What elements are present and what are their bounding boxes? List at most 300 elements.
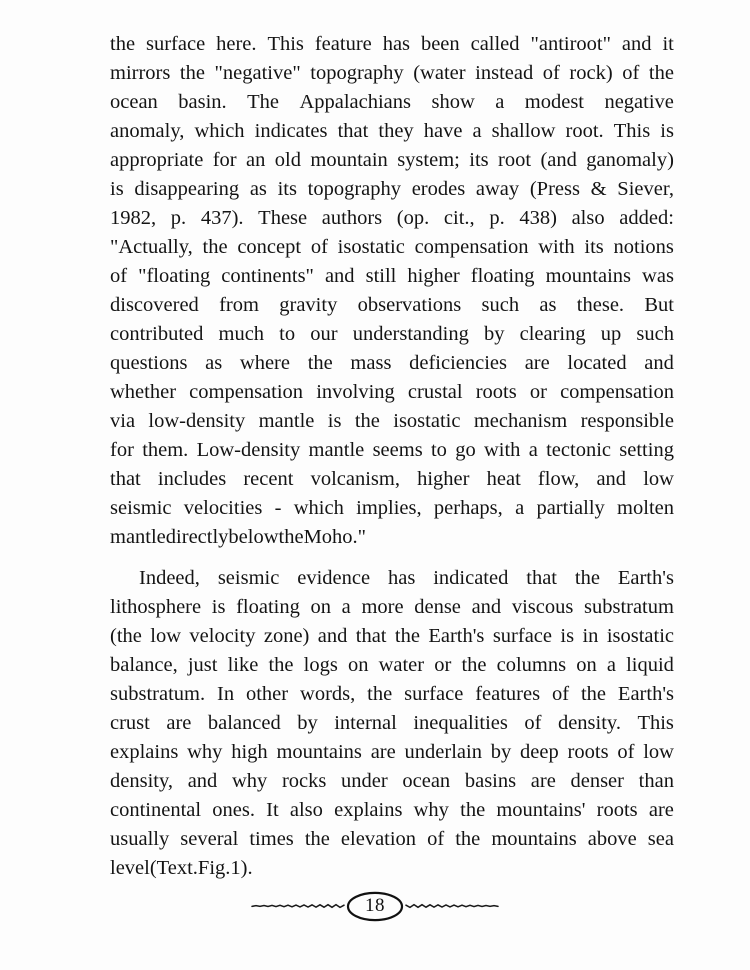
word: higher (407, 265, 460, 287)
word: "antiroot" (530, 33, 611, 55)
word: was (642, 265, 674, 287)
word: involving (316, 381, 395, 403)
word: and (596, 468, 627, 490)
text-line (110, 88, 674, 117)
word: mantle (110, 526, 166, 548)
word: seems (372, 439, 423, 461)
word: on (576, 654, 597, 676)
word: mountains (491, 828, 577, 850)
word: density. (557, 712, 621, 734)
text-line (110, 680, 674, 709)
word: Moho." (303, 526, 367, 548)
word: indicates (254, 120, 328, 142)
word: system; (397, 149, 460, 171)
word: by (483, 323, 505, 345)
word: that (337, 120, 369, 142)
word: anomaly, (110, 120, 185, 142)
word: (water (413, 62, 466, 84)
word: directly (165, 526, 229, 548)
word: of (617, 741, 635, 763)
text-line (110, 146, 674, 175)
word: roots (475, 381, 517, 403)
flourish-left-icon (250, 901, 345, 911)
word: a (341, 596, 351, 618)
word: responsible (580, 410, 674, 432)
word: isostatic (606, 625, 674, 647)
word: low (643, 741, 674, 763)
word: ones. (212, 799, 255, 821)
word: continental (110, 799, 202, 821)
word: have (423, 120, 463, 142)
word: that (110, 468, 141, 490)
text-line (110, 233, 674, 262)
word: mass (350, 352, 392, 374)
word: and (621, 33, 652, 55)
word: root (498, 149, 532, 171)
text-line (110, 320, 674, 349)
word: isostatic (337, 236, 405, 258)
word: surface (492, 625, 552, 647)
page-footer (0, 886, 750, 926)
word: elevation (340, 828, 417, 850)
word: (op. (396, 207, 430, 229)
word: and (471, 596, 502, 618)
word: and (187, 770, 218, 792)
word: mountains (276, 741, 362, 763)
word: are (524, 352, 550, 374)
word: words, (300, 683, 356, 705)
word: under (341, 770, 388, 792)
word: like (227, 654, 259, 676)
word: mountains (545, 265, 632, 287)
word: roots (567, 741, 609, 763)
word: sea (647, 828, 674, 850)
word: such (636, 323, 674, 345)
text-line (110, 796, 674, 825)
text-line (110, 349, 674, 378)
word: has (382, 33, 411, 55)
word: compensation (560, 381, 674, 403)
word: surface (145, 33, 206, 55)
word: of (622, 62, 640, 84)
text-line (110, 436, 674, 465)
word: "Actually, (110, 236, 193, 258)
word: These (258, 207, 308, 229)
word: or (434, 654, 452, 676)
word: more (361, 596, 404, 618)
word: the (304, 828, 330, 850)
text-line (110, 494, 674, 523)
word: its (584, 236, 604, 258)
paragraph (110, 564, 674, 883)
word: mountains' (496, 799, 586, 821)
word: questions (110, 352, 188, 374)
word: Appalachians (299, 91, 412, 113)
word: balanced (207, 712, 281, 734)
word: volcanism, (310, 468, 400, 490)
word: explains (110, 741, 179, 763)
word: here. (216, 33, 257, 55)
page-number-badge (346, 891, 404, 922)
word: perhaps, (433, 497, 503, 519)
word: or (529, 381, 547, 403)
word: that (526, 567, 557, 589)
word: the (648, 62, 674, 84)
word: the (354, 410, 380, 432)
word: ganomaly) (586, 149, 674, 171)
word: discovered (110, 294, 199, 316)
word: just (187, 654, 218, 676)
word: 1). (230, 857, 253, 879)
paragraph (110, 30, 674, 552)
word: of (110, 265, 128, 287)
word: "floating (138, 265, 211, 287)
word: observations (357, 294, 462, 316)
word: the (268, 654, 294, 676)
word: It (266, 799, 279, 821)
word: are (370, 741, 396, 763)
word: basin. (178, 91, 227, 113)
word: which (293, 497, 344, 519)
word: a (495, 91, 505, 113)
word: Indeed, (139, 567, 200, 589)
word: Earth's (428, 625, 485, 647)
word: by (490, 741, 512, 763)
word: the (460, 799, 486, 821)
word: logs (303, 654, 338, 676)
word: recent (243, 468, 294, 490)
word: is (110, 178, 124, 200)
word: usually (110, 828, 170, 850)
word: p. (170, 207, 187, 229)
word: dense (414, 596, 461, 618)
word: - (274, 497, 282, 519)
text-line (110, 262, 674, 291)
word: is (660, 120, 674, 142)
word: and (644, 352, 674, 374)
word: But (644, 294, 674, 316)
word: in (582, 625, 599, 647)
word: includes (157, 468, 227, 490)
word: (the (110, 625, 142, 647)
word: the (394, 625, 420, 647)
word: rocks (281, 770, 327, 792)
text-line (110, 523, 674, 552)
word: that (355, 625, 387, 647)
word: to (279, 323, 296, 345)
word: them. (142, 439, 189, 461)
word: been (420, 33, 460, 55)
word: Siever, (617, 178, 674, 200)
word: basins (464, 770, 517, 792)
word: gravity (279, 294, 338, 316)
word: flow, (537, 468, 580, 490)
word: are (648, 799, 674, 821)
word: for (110, 439, 134, 461)
word: authors (321, 207, 383, 229)
text-line (110, 30, 674, 59)
word: located (567, 352, 627, 374)
word: low-density (148, 410, 246, 432)
word: of (427, 828, 445, 850)
word: mountain (310, 149, 388, 171)
word: as (539, 294, 557, 316)
word: crust (110, 712, 150, 734)
word: other (245, 683, 289, 705)
word: velocities (183, 497, 263, 519)
word: a (515, 497, 525, 519)
word: feature (314, 33, 372, 55)
word: why (231, 770, 268, 792)
word: a (528, 439, 538, 461)
word: higher (417, 468, 470, 490)
word: several (180, 828, 239, 850)
word: crustal (407, 381, 463, 403)
word: Low-density (196, 439, 301, 461)
word: explains (334, 799, 403, 821)
text-line (110, 117, 674, 146)
text-line (110, 622, 674, 651)
text-line (110, 378, 674, 407)
word: of (310, 236, 328, 258)
text-line (110, 175, 674, 204)
word: 437). (200, 207, 244, 229)
word: heat (486, 468, 521, 490)
word: has (387, 567, 416, 589)
text-line (110, 854, 674, 883)
word: such (481, 294, 520, 316)
word: erodes (411, 178, 466, 200)
word: whether (110, 381, 177, 403)
word: these. (576, 294, 625, 316)
word: contributed (110, 323, 204, 345)
text-line (110, 825, 674, 854)
word: rock) (569, 62, 613, 84)
word: it (662, 33, 674, 55)
word: isostatic (393, 410, 461, 432)
word: mirrors (110, 62, 171, 84)
word: the (574, 567, 600, 589)
word: disappearing (134, 178, 240, 200)
word: shallow (491, 120, 556, 142)
word: mantle (308, 439, 365, 461)
word: tectonic (546, 439, 611, 461)
word: is (327, 410, 342, 432)
word: level (110, 857, 150, 879)
word: indicated (433, 567, 509, 589)
text-line (110, 651, 674, 680)
word: they (378, 120, 414, 142)
word: roots (596, 799, 638, 821)
word: the (455, 828, 481, 850)
text-line (110, 204, 674, 233)
word: added: (619, 207, 674, 229)
word: below (228, 526, 279, 548)
word: and (324, 265, 355, 287)
text-line (110, 593, 674, 622)
word: density, (110, 770, 174, 792)
word: high (231, 741, 268, 763)
word: substratum (583, 596, 674, 618)
word: ocean (110, 91, 158, 113)
word: The (247, 91, 279, 113)
word: on (310, 596, 332, 618)
word: negative (604, 91, 674, 113)
word: with (483, 439, 521, 461)
word: are (530, 770, 556, 792)
page-number: 18 (365, 895, 385, 916)
word: features (475, 683, 541, 705)
word: notions (613, 236, 674, 258)
word: also (571, 207, 605, 229)
word: compensation (414, 236, 529, 258)
word: up (600, 323, 622, 345)
word: mantle (258, 410, 315, 432)
word: the (580, 683, 607, 705)
word: for (212, 149, 237, 171)
word: evidence (297, 567, 371, 589)
word: still (365, 265, 397, 287)
text-line (110, 59, 674, 88)
text-line (110, 291, 674, 320)
word: why (187, 741, 223, 763)
word: via (110, 410, 136, 432)
word: cit., (443, 207, 475, 229)
word: zone) (263, 625, 310, 647)
word: topography (307, 178, 402, 200)
word: inequalities (413, 712, 508, 734)
word: a (606, 654, 616, 676)
word: instead (475, 62, 534, 84)
word: its (277, 178, 297, 200)
word: (and (540, 149, 577, 171)
word: viscous (511, 596, 574, 618)
word: much (218, 323, 265, 345)
word: times (249, 828, 294, 850)
word: our (310, 323, 338, 345)
word: the (367, 683, 393, 705)
word: In (217, 683, 235, 705)
word: This (613, 120, 651, 142)
word: where (239, 352, 290, 374)
word: of (524, 712, 542, 734)
word: columns (496, 654, 567, 676)
word: water (378, 654, 425, 676)
word: denser (570, 770, 624, 792)
word: lithosphere (110, 596, 202, 618)
body-text-column (110, 30, 674, 883)
word: as (249, 178, 267, 200)
word: the (179, 62, 205, 84)
word: setting (619, 439, 674, 461)
word: partially (536, 497, 605, 519)
word: a (472, 120, 482, 142)
word: seismic (217, 567, 280, 589)
word: from (219, 294, 259, 316)
word: and (317, 625, 348, 647)
word: low (150, 625, 182, 647)
word: modest (524, 91, 584, 113)
word: p. (489, 207, 505, 229)
word: internal (334, 712, 397, 734)
text-line (110, 407, 674, 436)
word: is (560, 625, 575, 647)
word: & (590, 178, 607, 200)
word: velocity (189, 625, 256, 647)
word: root. (565, 120, 604, 142)
text-line (110, 738, 674, 767)
word: of (542, 62, 560, 84)
word: This (267, 33, 304, 55)
word: deep (520, 741, 559, 763)
word: is (211, 596, 226, 618)
word: than (638, 770, 674, 792)
word: floating (236, 596, 300, 618)
word: appropriate (110, 149, 204, 171)
word: mechanism (473, 410, 568, 432)
word: by (297, 712, 318, 734)
word: Earth's (617, 567, 674, 589)
word: called (470, 33, 520, 55)
word: on (347, 654, 369, 676)
word: the (110, 33, 136, 55)
word: with (538, 236, 575, 258)
word: show (431, 91, 475, 113)
word: also (289, 799, 323, 821)
word: old (274, 149, 301, 171)
word: This (637, 712, 674, 734)
word: to (430, 439, 447, 461)
word: of (551, 683, 570, 705)
word: which (194, 120, 245, 142)
word: are (166, 712, 192, 734)
word: compensation (189, 381, 304, 403)
word: the (461, 654, 487, 676)
word: 1982, (110, 207, 157, 229)
word: surface (404, 683, 464, 705)
word: "negative" (214, 62, 301, 84)
word: low (643, 468, 674, 490)
word: topography (310, 62, 404, 84)
text-line (110, 767, 674, 796)
word: ocean (402, 770, 451, 792)
flourish-right-icon (405, 901, 500, 911)
text-line (110, 709, 674, 738)
text-line (110, 564, 674, 593)
word: as (205, 352, 223, 374)
word: continents" (221, 265, 314, 287)
text-line (110, 465, 674, 494)
word: liquid (626, 654, 674, 676)
word: (Press (529, 178, 580, 200)
word: an (246, 149, 266, 171)
word: 438) (519, 207, 557, 229)
word: the (307, 352, 333, 374)
word: implies, (356, 497, 422, 519)
word: floating (470, 265, 535, 287)
word: molten (617, 497, 674, 519)
word: go (455, 439, 476, 461)
word: above (587, 828, 637, 850)
word: the (278, 526, 304, 548)
word: the (202, 236, 228, 258)
word: underlain (404, 741, 482, 763)
word: concept (237, 236, 302, 258)
word: Earth's (617, 683, 674, 705)
word: substratum. (110, 683, 206, 705)
word: away (475, 178, 520, 200)
word: (Text.Fig. (149, 857, 231, 879)
